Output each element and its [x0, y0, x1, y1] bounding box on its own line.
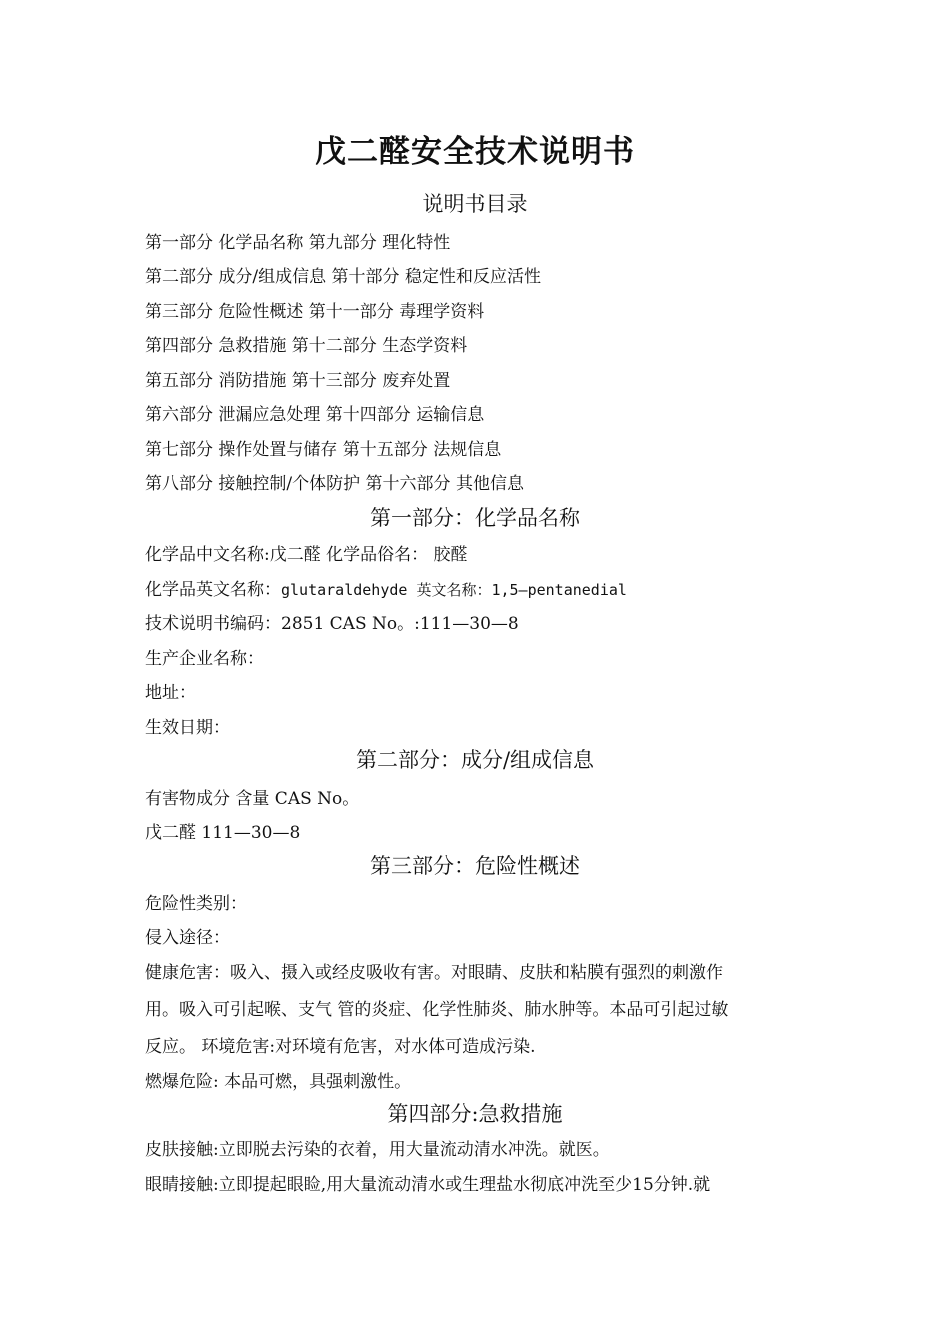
section-heading: 第三部分：危险性概述: [370, 854, 580, 878]
toc-line: 第四部分 急救措施 第十二部分 生态学资料: [145, 336, 468, 356]
section-heading: 第四部分:急救措施: [387, 1102, 563, 1126]
health-hazard-line: 用。吸入可引起喉、支气 管的炎症、化学性肺炎、肺水肿等。本品可引起过敏: [145, 1000, 729, 1020]
toc-line: 第二部分 成分/组成信息 第十部分 稳定性和反应活性: [145, 267, 541, 287]
code-line: 技术说明书编码：2851 CAS No。:111—30—8: [145, 614, 519, 634]
manufacturer-line: 生产企业名称：: [145, 649, 264, 669]
exposure-route-line: 侵入途径：: [145, 928, 230, 948]
address-line: 地址：: [145, 683, 196, 703]
english-name-line: [145, 575, 627, 600]
toc-line: 第三部分 危险性概述 第十一部分 毒理学资料: [145, 302, 485, 322]
effective-date-line: 生效日期：: [145, 718, 230, 738]
fire-hazard-line: 燃爆危险: 本品可燃，具强刺激性。: [145, 1072, 412, 1092]
health-hazard-line: 健康危害：吸入、摄入或经皮吸收有害。对眼睛、皮肤和粘膜有强烈的刺激作: [145, 963, 723, 983]
section-heading: 第一部分：化学品名称: [370, 506, 580, 530]
section-heading: 第二部分：成分/组成信息: [355, 748, 595, 772]
composition-header-line: 有害物成分 含量 CAS No。: [145, 789, 360, 809]
english-name-label: 化学品英文名称：: [145, 580, 281, 600]
chemical-name-line: 化学品中文名称:戊二醛 化学品俗名： 胶醛: [145, 545, 468, 565]
toc-line: 第七部分 操作处置与储存 第十五部分 法规信息: [145, 440, 502, 460]
hazard-class-line: 危险性类别：: [145, 894, 247, 914]
toc-heading: 说明书目录: [422, 192, 528, 216]
health-hazard-line: 反应。 环境危害:对环境有危害，对水体可造成污染.: [145, 1037, 536, 1057]
toc-line: 第五部分 消防措施 第十三部分 废弃处置: [145, 371, 451, 391]
skin-contact-line: 皮肤接触:立即脱去污染的衣着，用大量流动清水冲洗。就医。: [145, 1140, 610, 1160]
toc-line: 第一部分 化学品名称 第九部分 理化特性: [145, 233, 451, 253]
composition-row-line: 戊二醛 111—30—8: [145, 823, 301, 843]
toc-line: 第六部分 泄漏应急处理 第十四部分 运输信息: [145, 405, 485, 425]
eye-contact-line: 眼睛接触:立即提起眼睑,用大量流动清水或生理盐水彻底冲洗至少15分钟.就: [145, 1175, 711, 1195]
document-title: 戊二醛安全技术说明书: [315, 134, 635, 170]
english-name-value: glutaraldehyde 英文名称：1,5—pentanedial: [281, 581, 627, 599]
toc-line: 第八部分 接触控制/个体防护 第十六部分 其他信息: [145, 474, 524, 494]
